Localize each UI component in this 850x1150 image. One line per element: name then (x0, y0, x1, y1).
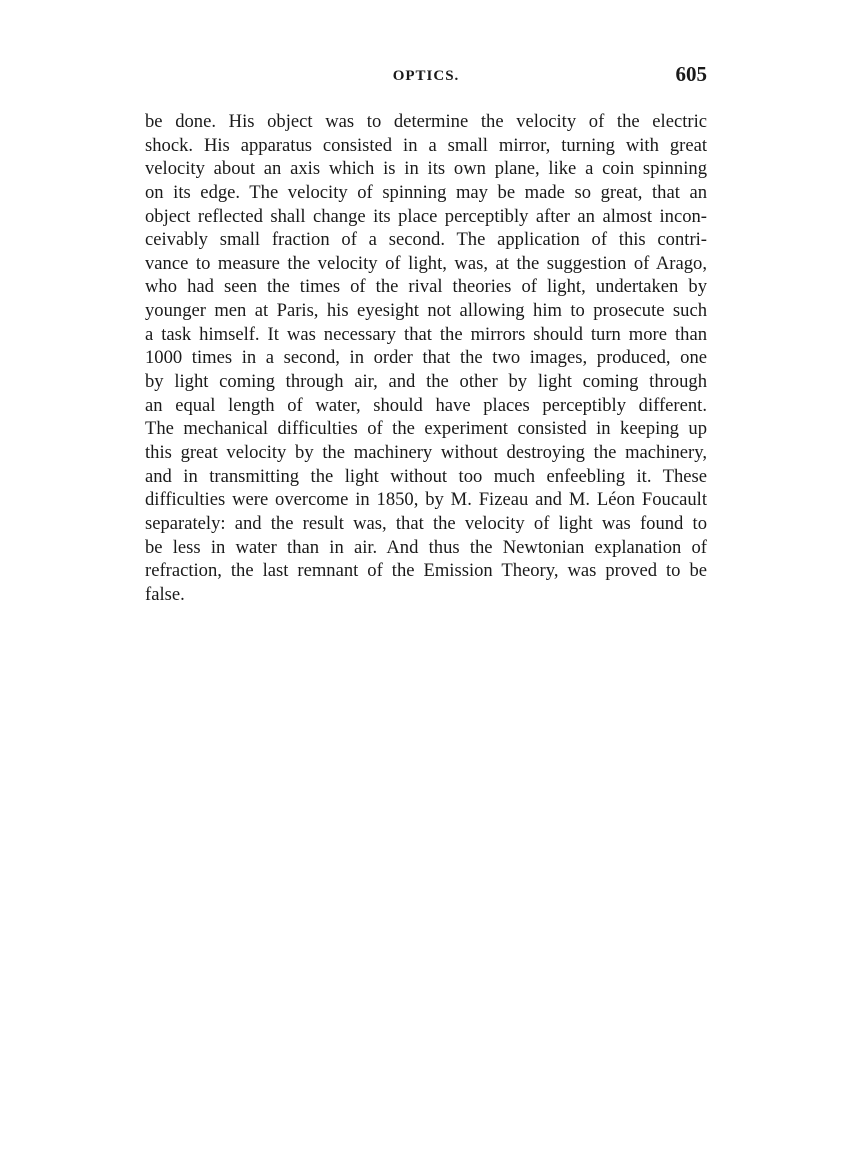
text-line: younger men at Paris, his eyesight not allowing him to prosecute such (145, 300, 707, 322)
text-line: be less in water than in air. And thus the Newtonian explanation of (145, 536, 707, 558)
running-title: OPTICS. (392, 68, 460, 84)
text-line: a task himself. It was necessary that the mirrors should turn more than (145, 323, 707, 345)
page-number: 605 (675, 62, 707, 86)
body-paragraph (145, 110, 707, 606)
text-line: The mechanical difficulties of the experiment consisted in keeping up (145, 418, 707, 440)
text-line: refraction, the last remnant of the Emission Theory, was proved to be (145, 560, 707, 582)
text-line: 1000 times in a second, in order that the two images, produced, one (145, 347, 707, 369)
text-line: false. (145, 583, 185, 605)
text-line: an equal length of water, should have places perceptibly different. (145, 394, 707, 416)
text-line: on its edge. The velocity of spinning may be made so great, that an (145, 181, 707, 203)
text-line: shock. His apparatus consisted in a small mirror, turning with great (145, 134, 707, 156)
text-line: this great velocity by the machinery without destroying the machinery, (145, 441, 707, 463)
text-line: separately: and the result was, that the velocity of light was found to (145, 512, 707, 534)
text-line: ceivably small fraction of a second. The application of this contri- (145, 229, 707, 251)
text-line: by light coming through air, and the other by light coming through (145, 371, 707, 393)
text-line: velocity about an axis which is in its own plane, like a coin spinning (145, 158, 707, 180)
text-line: and in transmitting the light without too much enfeebling it. These (145, 465, 707, 487)
text-line: vance to measure the velocity of light, was, at the suggestion of Arago, (145, 252, 707, 274)
text-line: object reflected shall change its place perceptibly after an almost incon- (145, 205, 707, 227)
text-line: difficulties were overcome in 1850, by M. Fizeau and M. Léon Foucault (145, 489, 707, 511)
text-line: who had seen the times of the rival theories of light, undertaken by (145, 276, 707, 298)
running-head (145, 62, 707, 92)
text-line: be done. His object was to determine the velocity of the electric (145, 111, 707, 132)
